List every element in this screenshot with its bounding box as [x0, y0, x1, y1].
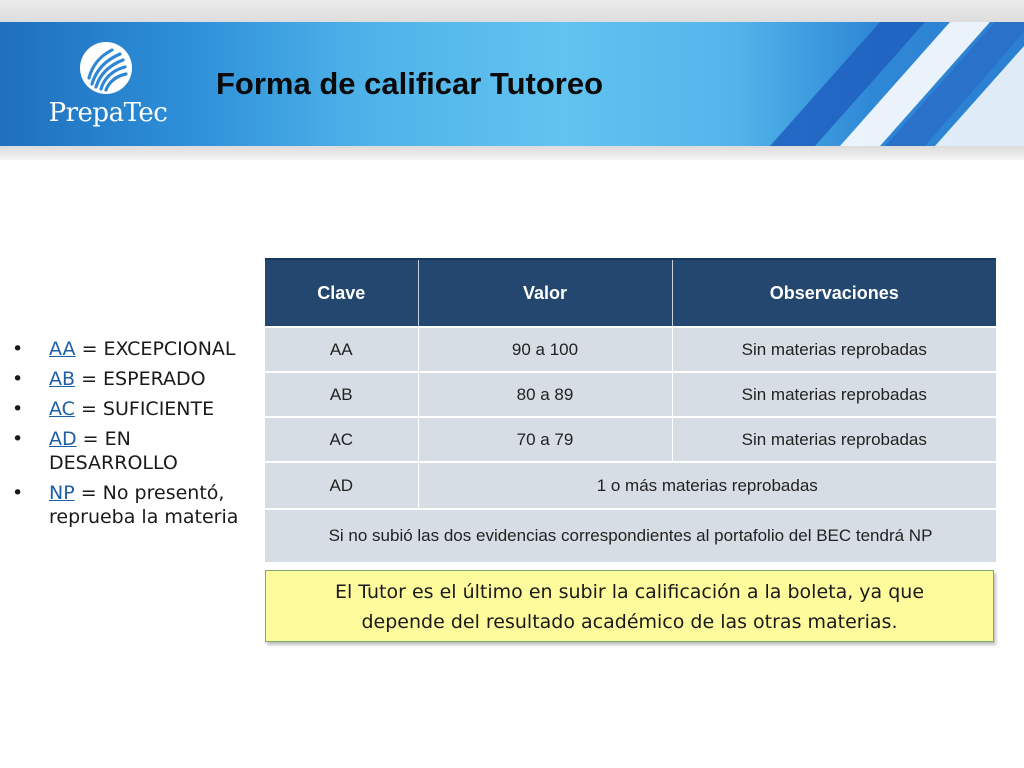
- cell-clave: AC: [265, 417, 418, 462]
- grade-code: AC: [49, 398, 75, 420]
- cell-valor: 70 a 79: [418, 417, 672, 462]
- bullet-dot: •: [12, 482, 24, 504]
- table-row: [265, 327, 996, 372]
- bullet-dot: •: [12, 368, 24, 390]
- cell-valor: 90 a 100: [418, 327, 672, 372]
- cell-valor: 80 a 89: [418, 372, 672, 417]
- list-item: [12, 427, 262, 475]
- list-item: [12, 481, 262, 529]
- bullet-dot: •: [12, 398, 24, 420]
- column-header-observaciones: Observaciones: [672, 260, 996, 327]
- grade-meaning: = EXCEPCIONAL: [75, 338, 236, 360]
- cell-clave: AD: [265, 462, 418, 509]
- grades-table-container: [265, 258, 996, 562]
- grade-legend-list: [12, 337, 262, 535]
- column-header-valor: Valor: [418, 260, 672, 327]
- table-row: [265, 372, 996, 417]
- cell-observaciones: Sin materias reprobadas: [672, 372, 996, 417]
- flame-emblem-icon: [40, 40, 176, 96]
- header-bottom-band: [0, 146, 1024, 160]
- cell-merged-observation: 1 o más materias reprobadas: [418, 462, 996, 509]
- tutor-note-box: [265, 570, 994, 642]
- grade-meaning: = No presentó, reprueba la materia: [49, 482, 239, 528]
- cell-clave: AB: [265, 372, 418, 417]
- list-item: [12, 367, 262, 391]
- table-row: [265, 417, 996, 462]
- list-item: [12, 397, 262, 421]
- top-band: [0, 0, 1024, 24]
- cell-observaciones: Sin materias reprobadas: [672, 327, 996, 372]
- table-header-row: [265, 260, 996, 327]
- prepatec-logo: [40, 40, 176, 136]
- grade-meaning: = ESPERADO: [75, 368, 206, 390]
- grade-code: AD: [49, 428, 77, 450]
- grade-code: AB: [49, 368, 76, 390]
- note-line-2: depende del resultado académico de las otras materias.: [361, 611, 898, 633]
- note-line-1: El Tutor es el último en subir la calificación a la boleta, ya que: [334, 581, 925, 603]
- page-title: Forma de calificar Tutoreo: [216, 66, 604, 101]
- cell-clave: AA: [265, 327, 418, 372]
- logo-wordmark: PrepaTec: [48, 98, 168, 128]
- grade-meaning: = SUFICIENTE: [74, 398, 215, 420]
- bullet-dot: •: [12, 338, 24, 360]
- column-header-clave: Clave: [265, 260, 418, 327]
- table-row: [265, 462, 996, 509]
- grade-code: AA: [49, 338, 76, 360]
- grade-code: NP: [49, 482, 75, 504]
- cell-observaciones: Sin materias reprobadas: [672, 417, 996, 462]
- bullet-dot: •: [12, 428, 24, 450]
- grade-meaning: = EN DESARROLLO: [49, 428, 178, 474]
- list-item: [12, 337, 262, 361]
- table-footer-row: [265, 509, 996, 562]
- table-footer-note: Si no subió las dos evidencias correspondientes al portafolio del BEC tendrá NP: [265, 509, 996, 562]
- grades-table: [265, 260, 996, 562]
